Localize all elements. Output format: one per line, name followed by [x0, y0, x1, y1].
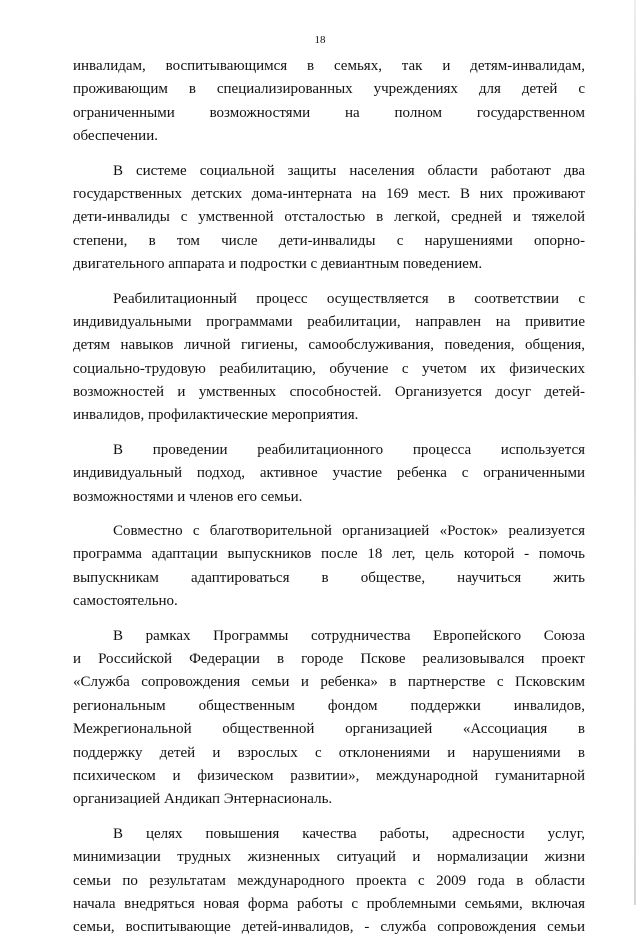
text-line: «Служба сопровождения семьи и ребенка» в партнерстве с Псковским — [73, 674, 585, 691]
text-line: детям навыков личной гигиены, самообслуживания, поведения, общения, — [73, 337, 585, 354]
text-line: ограниченными возможностями на полном государственном — [73, 104, 585, 121]
text-line: социально-трудовую реабилитацию, обучение с учетом их физических — [73, 360, 585, 377]
paragraph-gap — [73, 812, 585, 823]
paragraph — [73, 55, 585, 149]
text-line: семьи по результатам международного проекта с 2009 года в области — [73, 872, 585, 889]
document-body — [73, 55, 585, 940]
text-line: региональным общественным фондом поддержки инвалидов, — [73, 697, 585, 714]
text-line: государственных детских дома-интерната на 169 мест. В них проживают — [73, 185, 585, 202]
text-line: начала внедряться новая форма работы с проблемными семьями, включая — [73, 895, 585, 912]
text-line: выпускникам адаптироваться в обществе, научиться жить — [73, 569, 585, 586]
paragraph — [73, 823, 585, 940]
paragraph-gap — [73, 428, 585, 439]
text-line: обеспечении. — [73, 128, 158, 145]
text-line: двигательного аппарата и подростки с девиантным поведением. — [73, 256, 483, 273]
text-line: дети-инвалиды с умственной отсталостью в легкой, средней и тяжелой — [73, 209, 585, 226]
text-line: индивидуальный подход, активное участие ребенка с ограниченными — [73, 465, 585, 482]
text-line: проживающим в специализированных учреждениях для детей с — [73, 81, 585, 98]
text-line: поддержку детей и взрослых с отклонениями и нарушениями в — [73, 744, 585, 761]
text-line: степени, в том числе дети-инвалиды с нарушениями опорно- — [73, 232, 585, 249]
text-line: В проведении реабилитационного процесса используется — [113, 441, 585, 458]
paragraph — [73, 625, 585, 812]
text-line: и Российской Федерации в городе Пскове реализовывался проект — [73, 650, 585, 667]
text-line: возможностями и членов его семьи. — [73, 488, 303, 505]
text-line: индивидуальными программами реабилитации, направлен на привитие — [73, 313, 585, 330]
page-number: 18 — [314, 34, 326, 46]
text-line: самостоятельно. — [73, 593, 178, 610]
text-line: программа адаптации выпускников после 18 лет, цель которой - помочь — [73, 546, 585, 563]
text-line: семьи, воспитывающие детей-инвалидов, - служба сопровождения семьи — [73, 919, 585, 936]
text-line: инвалидам, воспитывающимся в семьях, так и детям-инвалидам, — [73, 58, 585, 74]
text-line: Межрегиональной общественной организацией «Ассоциация в — [73, 721, 585, 738]
paragraph — [73, 439, 585, 509]
text-line: инвалидов, профилактические мероприятия. — [73, 407, 359, 424]
text-line: организацией Андикап Энтернасиональ. — [73, 791, 333, 808]
text-line: возможностей и умственных способностей. Организуется досуг детей- — [73, 384, 585, 401]
paragraph — [73, 160, 585, 277]
paragraph-gap — [73, 149, 585, 160]
paragraph-gap — [73, 509, 585, 520]
paragraph — [73, 288, 585, 428]
paragraph — [73, 520, 585, 614]
scan-edge-shadow — [634, 0, 636, 905]
text-line: психическом и физическом развитии», международной гуманитарной — [73, 767, 585, 784]
text-line: Совместно с благотворительной организацией «Росток» реализуется — [113, 523, 585, 540]
text-line: Реабилитационный процесс осуществляется в соответствии с — [113, 290, 585, 307]
paragraph-gap — [73, 277, 585, 288]
text-line: минимизации трудных жизненных ситуаций и нормализации жизни — [73, 849, 585, 866]
text-line: В целях повышения качества работы, адресности услуг, — [113, 825, 585, 842]
paragraph-gap — [73, 614, 585, 625]
text-line: В рамках Программы сотрудничества Европейского Союза — [113, 627, 585, 644]
text-line: В системе социальной защиты населения области работают два — [113, 162, 585, 179]
